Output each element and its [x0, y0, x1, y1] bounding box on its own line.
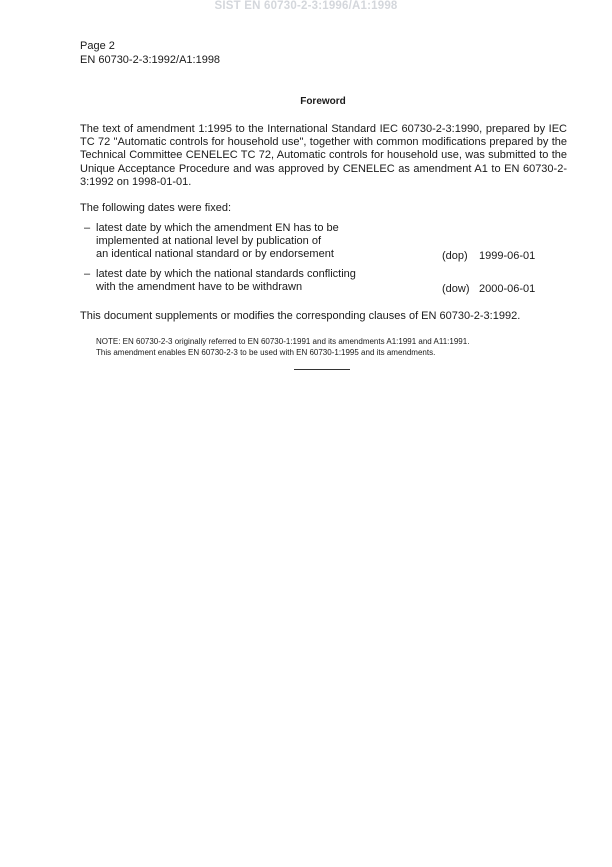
list-dash: –: [84, 222, 91, 234]
page-number: Page 2: [80, 40, 115, 52]
date-item-description: [96, 268, 436, 294]
description-line: with the amendment have to be withdrawn: [96, 281, 303, 294]
note-line: NOTE: EN 60730-2-3 originally referred to EN 60730-1:1991 and its amendments A1:1991 and A11:1991.: [96, 337, 470, 346]
date-code: (dow): [442, 283, 470, 295]
end-divider: [294, 369, 350, 370]
note-line: This amendment enables EN 60730-2-3 to be used with EN 60730-1:1995 and its amendments.: [96, 348, 436, 357]
date-value: 1999-06-01: [479, 250, 536, 262]
description-line: implemented at national level by publication of: [96, 235, 322, 248]
supplement-paragraph: This document supplements or modifies the corresponding clauses of EN 60730-2-3:1992.: [80, 310, 521, 322]
section-title: Foreword: [300, 96, 346, 107]
dates-intro: The following dates were fixed:: [80, 202, 232, 214]
intro-paragraph: The text of amendment 1:1995 to the International Standard IEC 60730-2-3:1990, prepared by IEC TC 72 "Automatic controls for household use", together with common modifications prepared by the Technical Committee CENELEC TC 72, Automatic controls for household use, was submitted to the Unique Acceptance Procedure and was approved by CENELEC as amendment A1 to EN 60730-2-3:1992 on 1998-01-01.: [80, 123, 567, 188]
description-line: an identical national standard or by endorsement: [96, 248, 334, 261]
note: [96, 336, 570, 358]
date-value: 2000-06-01: [479, 283, 536, 295]
description-line: latest date by which the national standards conflicting: [96, 268, 356, 280]
watermark: SIST EN 60730-2-3:1996/A1:1998: [214, 0, 398, 12]
list-dash: –: [84, 268, 91, 280]
date-code: (dop): [442, 250, 468, 262]
description-line: latest date by which the amendment EN has to be: [96, 222, 339, 234]
date-item-description: [96, 222, 436, 262]
document-reference: EN 60730-2-3:1992/A1:1998: [80, 53, 221, 66]
page-header: [80, 40, 220, 67]
